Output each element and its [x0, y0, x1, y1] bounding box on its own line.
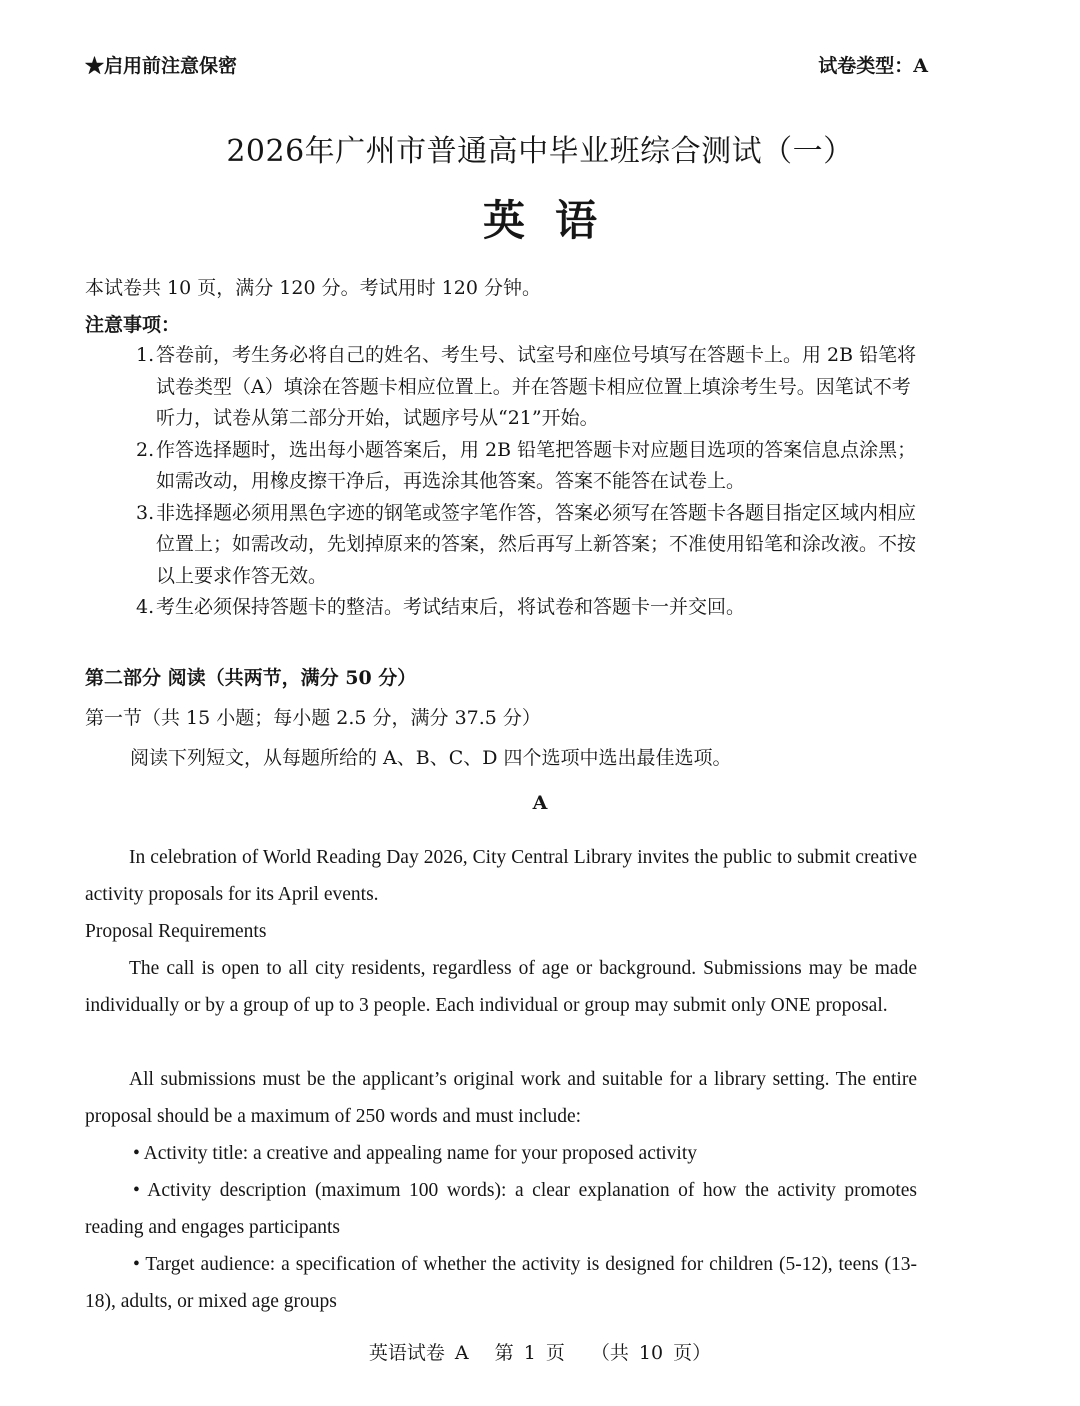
note-number: 3. — [136, 501, 155, 524]
bullet-item: • Activity title: a creative and appealing name for your proposed activity — [133, 1143, 698, 1164]
intro-paragraph: In celebration of World Reading Day 2026, City Central Library invites the public to submit creative activity proposals for its April events. — [85, 847, 917, 905]
notes-heading: 注意事项： — [85, 314, 181, 336]
note-item — [136, 340, 926, 435]
bullet-item: • Activity description (maximum 100 words): a clear explanation of how the activity promotes reading and engages participants — [85, 1180, 917, 1238]
requirement-bullets — [85, 1135, 917, 1320]
note-number: 1. — [136, 344, 155, 366]
notes-list — [136, 340, 926, 624]
requirements-heading: Proposal Requirements — [85, 921, 267, 942]
note-item — [136, 498, 926, 593]
note-text: 非选择题必须用黑色字迹的钢笔或签字笔作答，答案必须写在答题卡各题目指定区域内相应位置上；如需改动，先划掉原来的答案，然后再写上新答案；不准使用铅笔和涂改液。不按以上要求作答无效。 — [156, 501, 917, 587]
eligibility-text: The call is open to all city residents, regardless of age or background. Submissions may be made individually or by a group of up to 3 people. Each individual or group may submit only ONE proposal. — [85, 958, 917, 1016]
passage-intro — [85, 839, 917, 913]
footer-page: 第 1 页 — [494, 1342, 565, 1364]
note-text: 作答选择题时，选出每小题答案后，用 2B 铅笔把答题卡对应题目选项的答案信息点涂黑；如需改动，用橡皮擦干净后，再选涂其他答案。答案不能答在试卷上。 — [156, 438, 917, 492]
part-title: 第二部分 阅读（共两节，满分 50 分） — [85, 667, 417, 689]
footer-paper: 英语试卷 A — [368, 1342, 469, 1364]
content-text: All submissions must be the applicant’s original work and suitable for a library setting. The entire proposal should be a maximum of 250 words and must include: — [85, 1069, 917, 1127]
content-paragraph — [85, 1061, 917, 1135]
confidential-notice: ★启用前注意保密 — [85, 54, 238, 77]
eligibility-paragraph — [85, 950, 917, 1024]
note-number: 2. — [136, 438, 155, 461]
footer-total: （共 10 页） — [590, 1342, 712, 1364]
section-title: 第一节（共 15 小题；每小题 2.5 分，满分 37.5 分） — [85, 707, 541, 729]
page-footer — [0, 1338, 1080, 1365]
directions-text: 阅读下列短文，从每题所给的 A、B、C、D 四个选项中选出最佳选项。 — [130, 747, 732, 769]
note-item — [136, 592, 926, 624]
bullet-item: • Target audience: a specification of whether the activity is designed for children (5-12), teens (13-18), adults, or mixed age groups — [85, 1254, 917, 1312]
subject-title: 英语 — [482, 196, 627, 245]
note-item — [136, 435, 926, 498]
exam-info: 本试卷共 10 页，满分 120 分。考试用时 120 分钟。 — [85, 277, 541, 299]
page-header — [85, 50, 928, 78]
note-number: 4. — [136, 596, 155, 618]
note-text: 答卷前，考生务必将自己的姓名、考生号、试室号和座位号填写在答题卡上。用 2B 铅笔将试卷类型（A）填涂在答题卡相应位置上。并在答题卡相应位置上填涂考生号。因笔试不考听力，试卷从第二部分开始，试题序号从“21”开始。 — [156, 344, 917, 429]
note-text: 考生必须保持答题卡的整洁。考试结束后，将试卷和答题卡一并交回。 — [156, 596, 746, 618]
exam-title: 2026年广州市普通高中毕业班综合测试（一） — [226, 134, 854, 169]
passage-label: A — [532, 792, 548, 814]
paper-type-label: 试卷类型：A — [818, 54, 928, 77]
